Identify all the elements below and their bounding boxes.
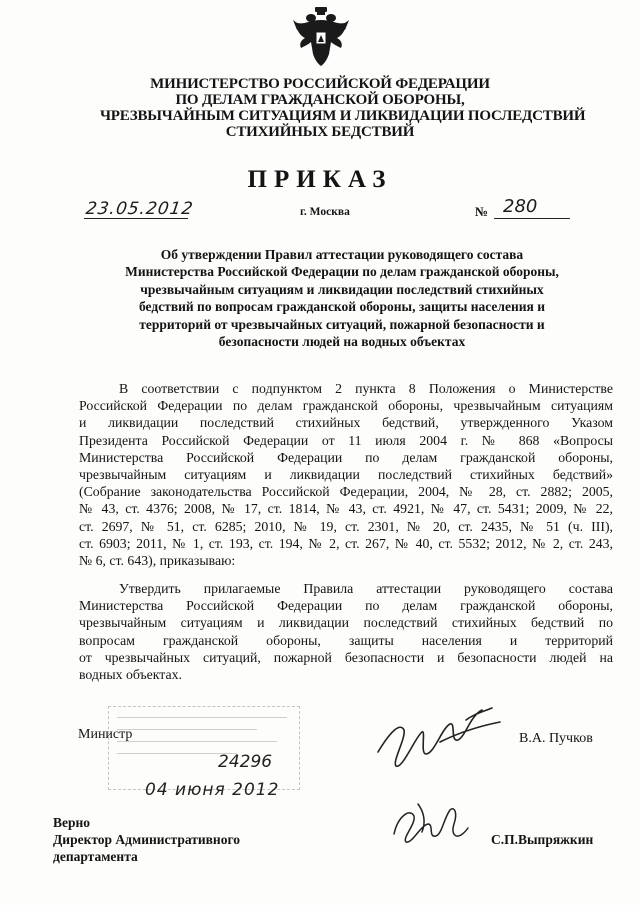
- paragraph-line: вопросам гражданской обороны, защиты населения и территорий: [79, 632, 613, 648]
- double-headed-eagle-emblem: [291, 6, 351, 68]
- document-city: г. Москва: [300, 206, 350, 218]
- document-type-title: ПРИКАЗ: [247, 166, 393, 193]
- body-paragraph-order: [79, 580, 613, 683]
- subject-line: бедствий по вопросам гражданской обороны, защиты населения и: [138, 299, 545, 315]
- paragraph-line: Президента Российской Федерации от 11 июля 2004 г. № 868 «Вопросы: [79, 432, 613, 448]
- attestation-block: [53, 814, 240, 866]
- attestation-signature: [388, 798, 478, 850]
- stamp-line: [117, 717, 287, 718]
- paragraph-line: Утвердить прилагаемые Правила аттестации руководящего состава: [119, 581, 613, 596]
- document-number: 280: [503, 196, 538, 217]
- registration-number: 24296: [218, 752, 273, 772]
- organization-line: ЧРЕЗВЫЧАЙНЫМ СИТУАЦИЯМ И ЛИКВИДАЦИИ ПОСЛЕДСТВИЙ: [100, 108, 586, 124]
- attestation-line: департамента: [53, 849, 138, 865]
- attestation-line: Верно: [53, 815, 91, 830]
- paragraph-line: № 6, ст. 643), приказываю:: [79, 553, 236, 569]
- paragraph-line: ст. 2697, № 51, ст. 6285; 2010, № 19, ст. 2301, № 20, ст. 2435, № 51 (ч. III),: [79, 518, 613, 534]
- paragraph-line: ст. 6903; 2011, № 1, ст. 193, ст. 194, № 2, ст. 267, № 40, ст. 5532; 2012, № 2, ст. 243,: [79, 535, 613, 551]
- minister-signature: [370, 692, 510, 782]
- registration-stamp: [108, 706, 300, 790]
- paragraph-line: Министерства Российской Федерации по делам гражданской обороны,: [79, 598, 613, 614]
- signer-name: В.А. Пучков: [519, 731, 593, 746]
- body-paragraph-basis: [79, 380, 613, 569]
- paragraph-line: водных объектах.: [79, 667, 182, 683]
- stamp-line: [117, 741, 277, 742]
- organization-header: [100, 76, 586, 140]
- number-label: №: [475, 204, 489, 219]
- organization-line: МИНИСТЕРСТВО РОССИЙСКОЙ ФЕДЕРАЦИИ: [150, 76, 490, 92]
- paragraph-line: (Собрание законодательства Российской Федерации, 2004, № 28, ст. 2882; 2005,: [79, 484, 613, 500]
- document-date: 23.05.2012: [84, 199, 195, 219]
- paragraph-line: № 43, ст. 4376; 2008, № 17, ст. 1814, № 43, ст. 4921, № 47, ст. 5431; 2009, № 22,: [79, 501, 613, 517]
- registration-date: 04 июня 2012: [145, 780, 280, 800]
- document-subject: [82, 246, 602, 350]
- attestation-signer-name: С.П.Выпряжкин: [491, 832, 594, 847]
- paragraph-line: от чрезвычайных ситуаций, пожарной безопасности и безопасности людей на: [79, 649, 613, 665]
- number-underline: [494, 218, 570, 219]
- paragraph-line: и ликвидации последствий стихийных бедствий, утвержденного Указом: [79, 415, 613, 431]
- stamp-line: [117, 729, 257, 730]
- subject-line: Об утверждении Правил аттестации руководящего состава: [160, 247, 524, 262]
- subject-line: безопасности людей на водных объектах: [218, 334, 466, 350]
- subject-line: чрезвычайным ситуациям и ликвидации последствий стихийных: [140, 281, 544, 297]
- paragraph-line: чрезвычайным ситуациям и ликвидации последствий стихийных бедствий»: [79, 467, 613, 483]
- date-underline: [84, 218, 188, 219]
- paragraph-line: Российской Федерации по делам гражданской обороны, чрезвычайным ситуациям: [79, 398, 613, 414]
- signer-title: Министр: [78, 727, 133, 742]
- attestation-line: Директор Административного: [53, 832, 241, 848]
- paragraph-line: Министерства Российской Федерации по делам гражданской обороны,: [79, 449, 613, 465]
- organization-line: СТИХИЙНЫХ БЕДСТВИЙ: [225, 124, 415, 140]
- paragraph-line: чрезвычайным ситуациям и ликвидации последствий стихийных бедствий по: [79, 615, 613, 631]
- organization-line: ПО ДЕЛАМ ГРАЖДАНСКОЙ ОБОРОНЫ,: [175, 92, 465, 108]
- paragraph-line: В соответствии с подпунктом 2 пункта 8 Положения о Министерстве: [119, 381, 613, 396]
- subject-line: Министерства Российской Федерации по делам гражданской обороны,: [125, 264, 559, 280]
- subject-line: территорий от чрезвычайных ситуаций, пожарной безопасности и: [139, 316, 545, 332]
